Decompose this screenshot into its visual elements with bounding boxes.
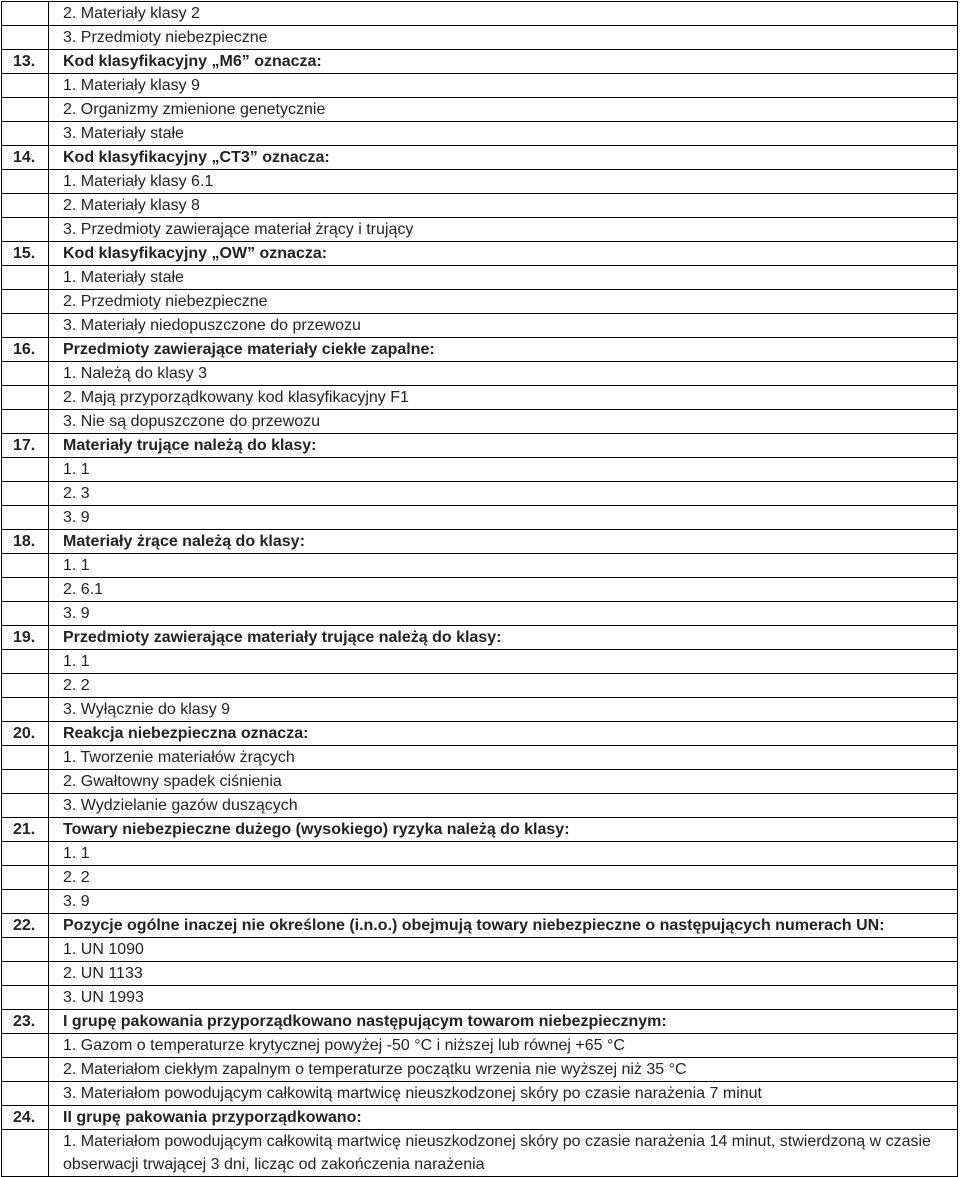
answer-option: 2. 2 <box>49 674 958 698</box>
answer-row <box>2 410 958 434</box>
answer-row <box>2 650 958 674</box>
answer-option: 1. Materiałom powodującym całkowitą martwicę nieuszkodzonej skóry po czasie narażenia 14 minut, stwierdzoną w czasie obserwacji trwającej 3 dni, licząc od zakończenia narażenia <box>49 1130 958 1177</box>
question-text: Kod klasyfikacyjny „M6” oznacza: <box>49 50 958 74</box>
question-number <box>2 890 49 914</box>
answer-row <box>2 866 958 890</box>
question-number <box>2 26 49 50</box>
answer-row <box>2 218 958 242</box>
answer-row <box>2 1058 958 1082</box>
answer-row <box>2 194 958 218</box>
answer-option: 3. Materiały stałe <box>49 122 958 146</box>
answer-row <box>2 506 958 530</box>
answer-row <box>2 266 958 290</box>
question-number <box>2 866 49 890</box>
answer-option: 1. 1 <box>49 458 958 482</box>
answer-row <box>2 98 958 122</box>
question-text: Pozycje ogólne inaczej nie określone (i.n.o.) obejmują towary niebezpieczne o następujących numerach UN: <box>49 914 958 938</box>
question-text: Materiały żrące należą do klasy: <box>49 530 958 554</box>
answer-option: 2. Materiałom ciekłym zapalnym o temperaturze początku wrzenia nie wyższej niż 35 °C <box>49 1058 958 1082</box>
answer-option: 2. Gwałtowny spadek ciśnienia <box>49 770 958 794</box>
answer-row <box>2 1130 958 1177</box>
answer-option: 1. Materiały klasy 9 <box>49 74 958 98</box>
question-text: Kod klasyfikacyjny „OW” oznacza: <box>49 242 958 266</box>
question-number <box>2 602 49 626</box>
answer-option: 2. 2 <box>49 866 958 890</box>
answer-row <box>2 2 958 26</box>
question-row <box>2 722 958 746</box>
question-number <box>2 746 49 770</box>
answer-option: 1. 1 <box>49 842 958 866</box>
question-number <box>2 98 49 122</box>
question-text: Przedmioty zawierające materiały trujące należą do klasy: <box>49 626 958 650</box>
question-number: 13. <box>2 50 49 74</box>
question-number: 21. <box>2 818 49 842</box>
answer-option: 2. Przedmioty niebezpieczne <box>49 290 958 314</box>
question-table <box>1 1 958 1177</box>
question-number <box>2 362 49 386</box>
question-number <box>2 458 49 482</box>
answer-row <box>2 122 958 146</box>
answer-row <box>2 314 958 338</box>
answer-row <box>2 170 958 194</box>
answer-row <box>2 1034 958 1058</box>
question-number <box>2 578 49 602</box>
question-row <box>2 914 958 938</box>
answer-option: 1. 1 <box>49 554 958 578</box>
answer-row <box>2 74 958 98</box>
question-text: Przedmioty zawierające materiały ciekłe zapalne: <box>49 338 958 362</box>
question-number: 16. <box>2 338 49 362</box>
answer-option: 3. Przedmioty niebezpieczne <box>49 26 958 50</box>
question-number <box>2 314 49 338</box>
question-text: I grupę pakowania przyporządkowano następującym towarom niebezpiecznym: <box>49 1010 958 1034</box>
answer-row <box>2 962 958 986</box>
question-number <box>2 554 49 578</box>
answer-row <box>2 746 958 770</box>
question-number: 15. <box>2 242 49 266</box>
answer-row <box>2 290 958 314</box>
question-number <box>2 842 49 866</box>
answer-option: 3. Materiały niedopuszczone do przewozu <box>49 314 958 338</box>
answer-option: 1. UN 1090 <box>49 938 958 962</box>
question-number <box>2 938 49 962</box>
question-number <box>2 698 49 722</box>
question-number: 19. <box>2 626 49 650</box>
question-text: Materiały trujące należą do klasy: <box>49 434 958 458</box>
answer-option: 1. 1 <box>49 650 958 674</box>
answer-option: 3. 9 <box>49 602 958 626</box>
answer-row <box>2 1082 958 1106</box>
question-number <box>2 266 49 290</box>
question-row <box>2 1010 958 1034</box>
answer-row <box>2 554 958 578</box>
question-number <box>2 1130 49 1177</box>
question-number <box>2 1082 49 1106</box>
answer-option: 3. UN 1993 <box>49 986 958 1010</box>
question-row <box>2 818 958 842</box>
question-row <box>2 434 958 458</box>
answer-option: 2. Materiały klasy 2 <box>49 2 958 26</box>
question-number <box>2 194 49 218</box>
answer-option: 1. Tworzenie materiałów żrących <box>49 746 958 770</box>
answer-option: 3. 9 <box>49 506 958 530</box>
answer-option: 3. Przedmioty zawierające materiał żrący i trujący <box>49 218 958 242</box>
answer-row <box>2 986 958 1010</box>
answer-option: 1. Gazom o temperaturze krytycznej powyżej -50 °C i niższej lub równej +65 °C <box>49 1034 958 1058</box>
answer-option: 3. Nie są dopuszczone do przewozu <box>49 410 958 434</box>
question-text: Towary niebezpieczne dużego (wysokiego) ryzyka należą do klasy: <box>49 818 958 842</box>
answer-option: 2. UN 1133 <box>49 962 958 986</box>
question-row <box>2 146 958 170</box>
question-text: Reakcja niebezpieczna oznacza: <box>49 722 958 746</box>
answer-row <box>2 26 958 50</box>
question-number <box>2 218 49 242</box>
question-number: 23. <box>2 1010 49 1034</box>
question-number <box>2 962 49 986</box>
answer-option: 2. Mają przyporządkowany kod klasyfikacyjny F1 <box>49 386 958 410</box>
question-row <box>2 530 958 554</box>
answer-option: 1. Materiały klasy 6.1 <box>49 170 958 194</box>
answer-row <box>2 890 958 914</box>
answer-option: 3. Wyłącznie do klasy 9 <box>49 698 958 722</box>
question-number: 20. <box>2 722 49 746</box>
question-table-body <box>2 2 958 1177</box>
answer-option: 1. Należą do klasy 3 <box>49 362 958 386</box>
answer-option: 2. 6.1 <box>49 578 958 602</box>
answer-option: 1. Materiały stałe <box>49 266 958 290</box>
answer-row <box>2 842 958 866</box>
answer-row <box>2 770 958 794</box>
question-row <box>2 50 958 74</box>
question-number <box>2 2 49 26</box>
question-number: 18. <box>2 530 49 554</box>
question-number <box>2 290 49 314</box>
question-number <box>2 386 49 410</box>
answer-option: 2. Materiały klasy 8 <box>49 194 958 218</box>
answer-row <box>2 938 958 962</box>
question-number <box>2 674 49 698</box>
question-number <box>2 1058 49 1082</box>
question-number <box>2 794 49 818</box>
answer-row <box>2 674 958 698</box>
answer-row <box>2 578 958 602</box>
question-row <box>2 1106 958 1130</box>
answer-option: 3. Materiałom powodującym całkowitą martwicę nieuszkodzonej skóry po czasie narażenia 7 minut <box>49 1082 958 1106</box>
question-number: 17. <box>2 434 49 458</box>
question-text: II grupę pakowania przyporządkowano: <box>49 1106 958 1130</box>
question-number: 14. <box>2 146 49 170</box>
question-number <box>2 986 49 1010</box>
question-number <box>2 482 49 506</box>
question-number <box>2 506 49 530</box>
answer-row <box>2 698 958 722</box>
answer-row <box>2 362 958 386</box>
question-number <box>2 74 49 98</box>
answer-row <box>2 794 958 818</box>
answer-option: 3. 9 <box>49 890 958 914</box>
question-row <box>2 242 958 266</box>
answer-row <box>2 386 958 410</box>
question-number <box>2 1034 49 1058</box>
answer-row <box>2 482 958 506</box>
question-number <box>2 770 49 794</box>
question-row <box>2 338 958 362</box>
question-number <box>2 122 49 146</box>
question-number <box>2 650 49 674</box>
question-number: 24. <box>2 1106 49 1130</box>
answer-row <box>2 602 958 626</box>
answer-option: 2. Organizmy zmienione genetycznie <box>49 98 958 122</box>
question-text: Kod klasyfikacyjny „CT3” oznacza: <box>49 146 958 170</box>
question-number <box>2 410 49 434</box>
answer-row <box>2 458 958 482</box>
answer-option: 3. Wydzielanie gazów duszących <box>49 794 958 818</box>
question-number <box>2 170 49 194</box>
answer-option: 2. 3 <box>49 482 958 506</box>
question-row <box>2 626 958 650</box>
question-number: 22. <box>2 914 49 938</box>
